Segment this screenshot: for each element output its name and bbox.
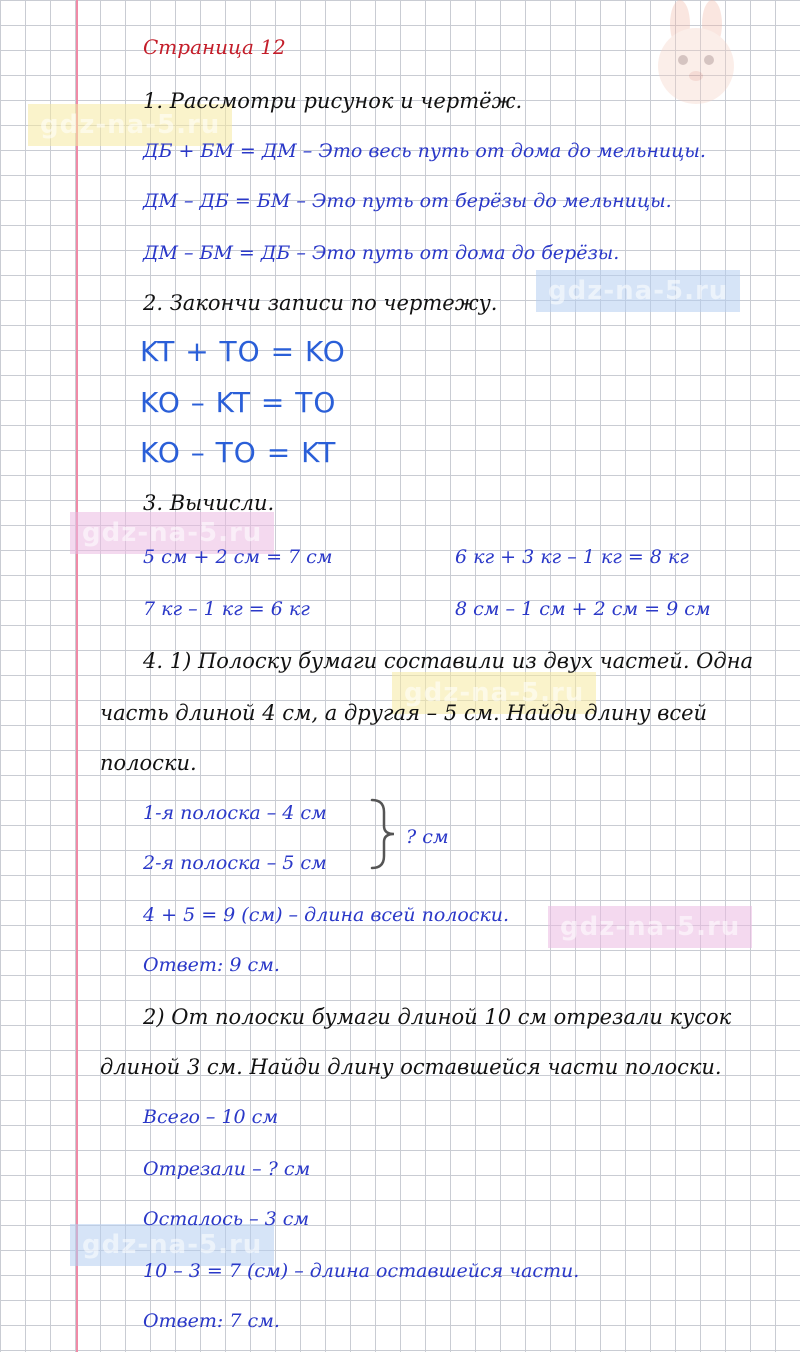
task3-expression: 8 см – 1 см + 2 см = 9 см bbox=[455, 598, 711, 620]
task2-formula: KT + TO = KO bbox=[140, 335, 346, 368]
task1-line: ДБ + БМ = ДМ – Это весь путь от дома до мельницы. bbox=[143, 140, 706, 162]
watermark: gdz-na-5.ru bbox=[70, 512, 274, 554]
task4-2-record: Осталось – 3 см bbox=[143, 1208, 310, 1230]
task2-formula: KO – TO = KT bbox=[140, 436, 337, 469]
task4-2-record: Отрезали – ? см bbox=[143, 1158, 311, 1180]
watermark: gdz-na-5.ru bbox=[548, 906, 752, 948]
curly-brace-icon bbox=[370, 798, 396, 870]
task1-header: 1. Рассмотри рисунок и чертёж. bbox=[143, 89, 523, 113]
task4-2-record: Всего – 10 см bbox=[143, 1106, 279, 1128]
task4-2-text: 2) От полоски бумаги длиной 10 см отрезали кусок bbox=[143, 1005, 732, 1029]
task4-1-record: 1-я полоска – 4 см bbox=[143, 802, 327, 824]
watermark: gdz-na-5.ru bbox=[70, 1224, 274, 1266]
watermark: gdz-na-5.ru bbox=[392, 672, 596, 714]
task4-1-text: часть длиной 4 см, а другая – 5 см. Найди длину всей bbox=[100, 701, 708, 725]
bunny-logo-icon bbox=[640, 0, 750, 110]
task1-line: ДМ – БМ = ДБ – Это путь от дома до берёзы. bbox=[143, 242, 620, 264]
task4-2-answer: Ответ: 7 см. bbox=[143, 1310, 280, 1332]
task4-1-record: 2-я полоска – 5 см bbox=[143, 852, 327, 874]
task3-expression: 7 кг – 1 кг = 6 кг bbox=[143, 598, 310, 620]
task1-line: ДМ – ДБ = БМ – Это путь от берёзы до мельницы. bbox=[143, 190, 672, 212]
task4-1-text: 4. 1) Полоску бумаги составили из двух частей. Одна bbox=[143, 649, 754, 673]
watermark: gdz-na-5.ru bbox=[28, 104, 232, 146]
task4-2-text: длиной 3 см. Найди длину оставшейся части полоски. bbox=[100, 1055, 722, 1079]
task4-1-question: ? см bbox=[406, 826, 449, 848]
task2-header: 2. Закончи записи по чертежу. bbox=[143, 291, 498, 315]
task2-formula: KO – KT = TO bbox=[140, 386, 337, 419]
watermark: gdz-na-5.ru bbox=[536, 270, 740, 312]
task4-1-solution: 4 + 5 = 9 (см) – длина всей полоски. bbox=[143, 904, 510, 926]
page-title: Страница 12 bbox=[143, 35, 286, 59]
task4-1-text: полоски. bbox=[100, 751, 197, 775]
notebook-margin-line bbox=[76, 0, 78, 1352]
task3-header: 3. Вычисли. bbox=[143, 491, 275, 515]
task4-1-answer: Ответ: 9 см. bbox=[143, 954, 280, 976]
task4-2-solution: 10 – 3 = 7 (см) – длина оставшейся части. bbox=[143, 1260, 580, 1282]
task3-expression: 6 кг + 3 кг – 1 кг = 8 кг bbox=[455, 546, 689, 568]
task3-expression: 5 см + 2 см = 7 см bbox=[143, 546, 333, 568]
